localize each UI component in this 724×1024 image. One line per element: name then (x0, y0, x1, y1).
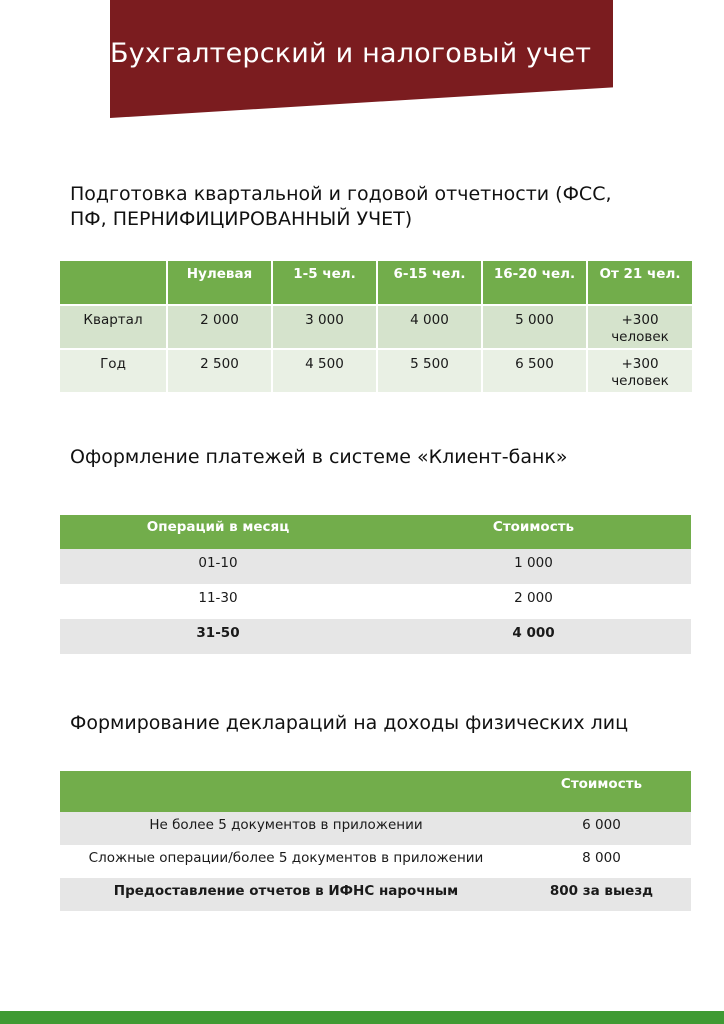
table-row (60, 349, 692, 393)
table-cell: 2 000 (167, 305, 272, 349)
table-cell: 4 000 (377, 305, 482, 349)
table-row (60, 305, 692, 349)
table-cell: 2 500 (167, 349, 272, 393)
table-cell: Не более 5 документов в приложении (60, 812, 512, 845)
column-header: Нулевая (167, 261, 272, 305)
column-header: 6-15 чел. (377, 261, 482, 305)
table-cell: 31-50 (60, 619, 376, 654)
table-cell: 800 за выезд (512, 878, 691, 911)
row-label: Год (60, 349, 167, 393)
section-title-reporting (70, 182, 612, 232)
table-cell: Предоставление отчетов в ИФНС нарочным (60, 878, 512, 911)
table-cell: 11-30 (198, 590, 238, 606)
table-cell: Сложные операции/более 5 документов в приложении (88, 850, 484, 866)
table-cell: 5 000 (482, 305, 587, 349)
bottom-accent-bar (0, 1011, 724, 1024)
payments-price-table (60, 515, 691, 654)
column-header: Стоимость (512, 771, 691, 812)
section-title-line: Подготовка квартальной и годовой отчетности (ФСС, (70, 183, 612, 205)
reporting-price-table (60, 261, 692, 394)
table-cell: 6 000 (512, 812, 691, 845)
table-cell: 1 000 (376, 549, 691, 584)
page-title: Бухгалтерский и налоговый учет (110, 38, 592, 69)
row-label: Квартал (60, 305, 167, 349)
table-row (60, 584, 691, 619)
table-header-row (60, 515, 691, 549)
table-cell: +300 человек (587, 349, 692, 393)
column-header: 16-20 чел. (482, 261, 587, 305)
table-row (60, 812, 691, 845)
table-header-row (60, 261, 692, 305)
table-cell: 6 500 (482, 349, 587, 393)
table-cell: 01-10 (60, 549, 376, 584)
table-cell: 2 000 (514, 590, 553, 606)
table-cell: 4 000 (376, 619, 691, 654)
column-header: 1-5 чел. (272, 261, 377, 305)
column-header: Операций в месяц (60, 515, 376, 549)
table-cell: 8 000 (582, 850, 621, 866)
table-cell: 3 000 (272, 305, 377, 349)
section-title-declarations: Формирование деклараций на доходы физических лиц (70, 712, 629, 734)
table-cell: 5 500 (377, 349, 482, 393)
section-title-client-bank: Оформление платежей в системе «Клиент-банк» (70, 446, 568, 468)
table-row (60, 845, 691, 878)
table-cell: 4 500 (272, 349, 377, 393)
section-title-line: ПФ, ПЕРНИФИЦИРОВАННЫЙ УЧЕТ) (70, 208, 413, 230)
table-cell: +300 человек (587, 305, 692, 349)
column-header (60, 261, 167, 305)
column-header: От 21 чел. (587, 261, 692, 305)
column-header: Стоимость (376, 515, 691, 549)
column-header (60, 771, 512, 812)
declarations-price-table (60, 771, 691, 911)
table-row (60, 878, 691, 911)
table-row (60, 549, 691, 584)
table-row (60, 619, 691, 654)
table-header-row (60, 771, 691, 812)
